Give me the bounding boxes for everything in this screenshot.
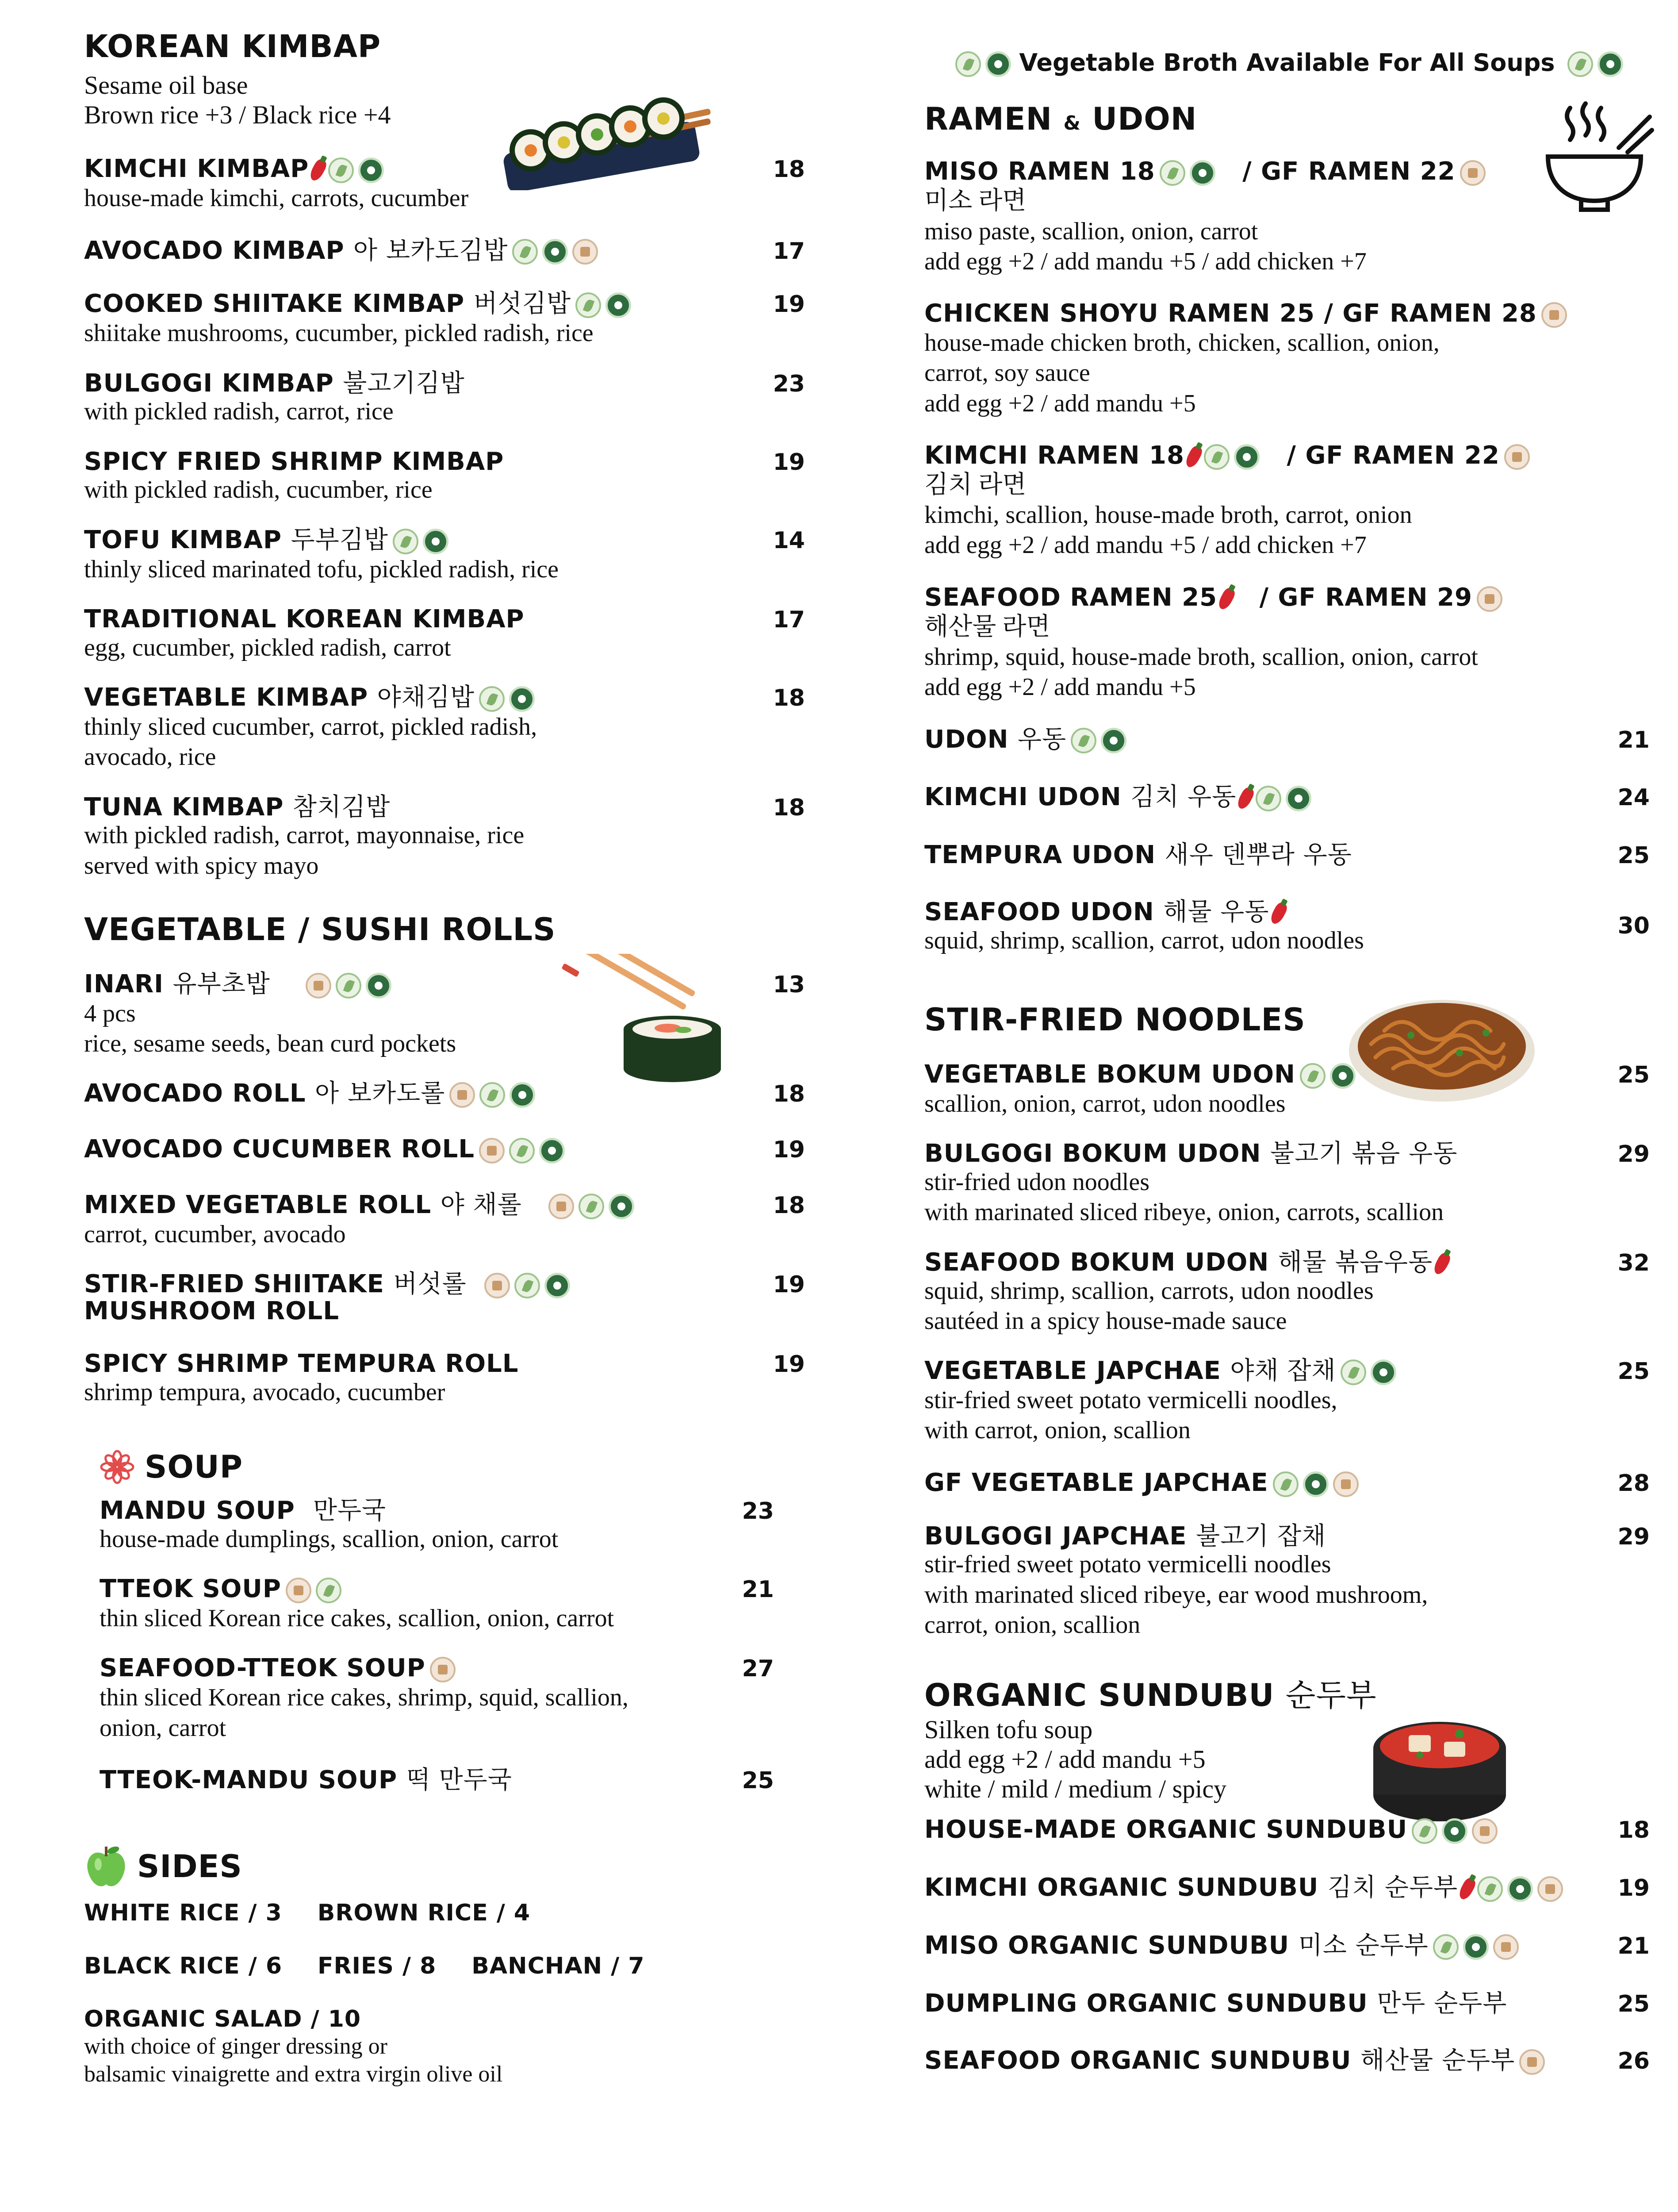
item-description: stir-fried sweet potato vermicelli noodles, <box>924 1386 1337 1414</box>
item-price: 19 <box>773 1137 805 1164</box>
gf-icon <box>1541 302 1567 328</box>
item-price: 21 <box>742 1576 774 1603</box>
salad-description-2: balsamic vinaigrette and extra virgin olive oil <box>84 2062 503 2087</box>
item-description: carrot, cucumber, avocado <box>84 1221 346 1248</box>
item-description: stir-fried udon noodles <box>924 1168 1150 1196</box>
item-korean-name: 김치 순두부 <box>1327 1873 1458 1902</box>
section-title-noodles: STIR-FRIED NOODLES <box>924 1002 1306 1038</box>
leaf-icon <box>1300 1063 1326 1089</box>
side-black-rice: BLACK RICE / 6 <box>84 1952 283 1979</box>
chili-icon <box>1457 1877 1477 1901</box>
item-description-2: add egg +2 / add mandu +5 <box>924 673 1196 701</box>
section-title-kimbap: KOREAN KIMBAP <box>84 28 381 65</box>
item-description-3: carrot, onion, scallion <box>924 1611 1141 1639</box>
sundubu-section <box>924 1677 1650 2075</box>
section-title-rolls: VEGETABLE / SUSHI ROLLS <box>84 911 556 948</box>
item-korean-name: 아 보카도롤 <box>315 1079 445 1108</box>
item-korean-name: 우동 <box>1017 725 1067 754</box>
title-ramen: RAMEN <box>924 101 1053 138</box>
menu-item-miso-sundubu <box>924 1933 1650 1960</box>
item-price: 26 <box>1617 2047 1650 2074</box>
leaf-icon <box>955 51 981 77</box>
gf-option: / GF RAMEN 22 <box>1242 157 1456 186</box>
item-name: STIR-FRIED SHIITAKE <box>84 1270 384 1299</box>
item-name: SPICY SHRIMP TEMPURA ROLL <box>84 1349 519 1379</box>
rolls-section <box>84 911 805 1407</box>
item-price: 17 <box>773 238 805 265</box>
gf-option: GF RAMEN 28 <box>1342 299 1537 328</box>
item-price: 19 <box>773 449 805 476</box>
veg-icon <box>1442 1818 1467 1844</box>
item-name: VEGETABLE JAPCHAE <box>924 1356 1221 1386</box>
item-description: house-made dumplings, scallion, onion, carrot <box>100 1525 559 1553</box>
leaf-icon <box>1433 1934 1459 1960</box>
chili-icon <box>1268 901 1288 926</box>
item-description: house-made chicken broth, chicken, scallion, onion, <box>924 329 1440 357</box>
veg-icon <box>366 973 391 998</box>
sundubu-bowl-illustration <box>1367 1706 1513 1826</box>
item-name: UDON <box>924 725 1009 754</box>
item-korean-name: 미소 라면 <box>924 187 1027 215</box>
gf-icon <box>1472 1818 1498 1844</box>
item-korean-name: 아 보카도김밥 <box>353 236 508 265</box>
item-korean-name: 버섯김밥 <box>473 289 571 319</box>
leaf-icon <box>1160 160 1185 186</box>
gf-icon <box>1537 1876 1563 1902</box>
item-price: 28 <box>1617 1470 1650 1497</box>
menu-item-gf-vegetable-japchae <box>924 1470 1650 1497</box>
item-description: 4 pcs <box>84 999 136 1027</box>
menu-item-bulgogi-japchae <box>924 1521 1650 1640</box>
veg-icon <box>509 686 535 712</box>
menu-item-tempura-udon <box>924 842 1650 868</box>
leaf-icon <box>1341 1359 1366 1385</box>
gf-icon <box>548 1194 574 1219</box>
veg-icon <box>1286 786 1311 811</box>
stir-fried-noodles-section <box>924 1004 1650 1640</box>
item-description-2: add egg +2 / add mandu +5 / add chicken +7 <box>924 247 1367 275</box>
item-name: CHICKEN SHOYU RAMEN 25 / <box>924 299 1333 328</box>
leaf-icon <box>1204 444 1230 470</box>
leaf-icon <box>1567 51 1593 77</box>
menu-item-seafood-udon <box>924 899 1650 956</box>
item-name: GF VEGETABLE JAPCHAE <box>924 1468 1268 1497</box>
item-korean-name: 두부김밥 <box>291 525 388 554</box>
item-name: MISO ORGANIC SUNDUBU <box>924 1931 1290 1960</box>
item-name: KIMCHI RAMEN 18 <box>924 441 1184 470</box>
item-korean-name: 해물 우동 <box>1163 898 1269 927</box>
item-description: thin sliced Korean rice cakes, shrimp, squid, scallion, <box>100 1684 628 1712</box>
item-korean-name: 불고기 잡채 <box>1195 1521 1326 1551</box>
item-korean-name: 김치 라면 <box>924 471 1027 499</box>
leaf-icon <box>1071 728 1096 753</box>
item-description: house-made kimchi, carrots, cucumber <box>84 184 469 212</box>
item-description: thin sliced Korean rice cakes, scallion, onion, carrot <box>100 1605 614 1632</box>
item-name: MIXED VEGETABLE ROLL <box>84 1190 432 1220</box>
item-description-3: add egg +2 / add mandu +5 <box>924 389 1196 417</box>
kimbap-rice-options: Brown rice +3 / Black rice +4 <box>84 100 391 129</box>
veg-icon <box>423 529 448 554</box>
leaf-icon <box>512 239 538 265</box>
item-description: shiitake mushrooms, cucumber, pickled radish, rice <box>84 319 594 347</box>
item-price: 18 <box>773 156 805 183</box>
veg-icon <box>544 1273 570 1298</box>
item-price: 29 <box>1617 1141 1650 1168</box>
gf-option: / GF RAMEN 22 <box>1287 441 1500 470</box>
gf-icon <box>1493 1934 1519 1960</box>
item-description-2: with marinated sliced ribeye, ear wood mushroom, <box>924 1581 1428 1609</box>
item-name: COOKED SHIITAKE KIMBAP <box>84 289 465 319</box>
side-white-rice: WHITE RICE / 3 <box>84 1899 282 1926</box>
leaf-icon <box>509 1138 535 1164</box>
item-name: VEGETABLE KIMBAP <box>84 683 368 712</box>
title-sundubu: ORGANIC SUNDUBU <box>924 1677 1275 1714</box>
chili-icon <box>1235 786 1256 811</box>
item-price: 25 <box>742 1767 774 1794</box>
item-korean-name: 불고기김밥 <box>343 369 465 398</box>
menu-item-avocado-cucumber-roll <box>84 1137 805 1164</box>
item-price: 19 <box>773 291 805 318</box>
item-description: stir-fried sweet potato vermicelli noodles <box>924 1551 1331 1578</box>
section-title-sundubu <box>924 1677 1650 1714</box>
item-name: BULGOGI JAPCHAE <box>924 1521 1187 1551</box>
item-price: 21 <box>1617 726 1650 753</box>
item-price: 25 <box>1617 1990 1650 2017</box>
menu-item-tteok-mandu-soup <box>100 1767 774 1793</box>
veg-icon <box>985 51 1011 77</box>
item-price: 18 <box>773 685 805 712</box>
title-ampersand: & <box>1063 112 1081 135</box>
item-korean-name: 김치 우동 <box>1130 783 1237 812</box>
left-column <box>84 28 805 2089</box>
item-name: SEAFOOD UDON <box>924 898 1154 927</box>
sides-row-2 <box>84 1953 805 1979</box>
item-description-2: avocado, rice <box>84 743 216 771</box>
item-name: TOFU KIMBAP <box>84 525 282 554</box>
item-name: BULGOGI BOKUM UDON <box>924 1139 1261 1168</box>
item-description: with pickled radish, carrot, rice <box>84 398 394 426</box>
item-price: 23 <box>773 370 805 397</box>
item-description: with pickled radish, carrot, mayonnaise, rice <box>84 822 525 849</box>
item-price: 27 <box>742 1655 774 1682</box>
chili-icon <box>1184 445 1204 469</box>
chili-icon <box>1432 1251 1452 1276</box>
item-korean-name: 새우 덴뿌라 우동 <box>1165 841 1352 870</box>
menu-item-kimchi-ramen <box>924 443 1650 561</box>
item-price: 30 <box>1617 913 1650 940</box>
leaf-icon <box>1412 1818 1437 1844</box>
menu-item-avocado-kimbap <box>84 238 805 265</box>
item-name: TEMPURA UDON <box>924 841 1156 870</box>
gf-icon <box>306 973 331 998</box>
side-fries: FRIES / 8 <box>318 1952 437 1979</box>
menu-item-house-sundubu <box>924 1817 1650 1844</box>
gf-icon <box>572 239 598 265</box>
gf-icon <box>479 1138 505 1164</box>
item-price: 13 <box>773 971 805 998</box>
item-price: 32 <box>1617 1249 1650 1276</box>
section-title-sides: SIDES <box>137 1848 242 1885</box>
item-korean-name: 해산물 순두부 <box>1360 2046 1515 2075</box>
item-name: VEGETABLE BOKUM UDON <box>924 1060 1295 1089</box>
item-korean-name: 야 채롤 <box>440 1190 522 1220</box>
section-title-soup: SOUP <box>145 1449 243 1486</box>
menu-item-seafood-bokum-udon <box>924 1250 1650 1336</box>
title-sundubu-korean: 순두부 <box>1285 1677 1377 1714</box>
gf-icon <box>1333 1471 1359 1497</box>
menu-item-kimchi-sundubu <box>924 1875 1650 1902</box>
gf-icon <box>484 1273 510 1298</box>
item-price: 17 <box>773 606 805 633</box>
menu-item-vegetable-kimbap <box>84 685 805 772</box>
menu-item-avocado-roll <box>84 1081 805 1108</box>
item-price: 18 <box>1617 1817 1650 1844</box>
menu-item-seafood-sundubu <box>924 2048 1650 2075</box>
item-name-line2: MUSHROOM ROLL <box>84 1297 340 1326</box>
item-name: AVOCADO CUCUMBER ROLL <box>84 1135 475 1164</box>
gf-option: / GF RAMEN 29 <box>1259 583 1473 612</box>
menu-item-shiitake-roll <box>84 1271 805 1325</box>
item-price: 24 <box>1617 784 1650 811</box>
leaf-icon <box>1477 1876 1503 1902</box>
item-price: 18 <box>773 794 805 821</box>
gf-icon <box>1519 2049 1545 2075</box>
gf-icon <box>430 1657 456 1682</box>
broth-banner-text: Vegetable Broth Available For All Soups <box>1019 49 1555 77</box>
sundubu-add-ons: add egg +2 / add mandu +5 <box>924 1744 1206 1774</box>
leaf-icon <box>1256 786 1281 811</box>
item-name: SEAFOOD-TTEOK SOUP <box>100 1654 425 1683</box>
veg-icon <box>1463 1934 1489 1960</box>
item-price: 25 <box>1617 842 1650 869</box>
item-name: BULGOGI KIMBAP <box>84 369 334 398</box>
veg-icon <box>539 1138 565 1164</box>
item-description-2: carrot, soy sauce <box>924 359 1090 387</box>
item-korean-name: 불고기 볶음 우동 <box>1270 1139 1458 1168</box>
menu-item-kimchi-udon <box>924 784 1650 811</box>
item-korean-name: 참치김밥 <box>292 792 391 822</box>
menu-item-chicken-shoyu-ramen <box>924 301 1650 419</box>
item-price: 23 <box>742 1498 774 1525</box>
veg-icon <box>1507 1876 1533 1902</box>
apple-icon <box>84 1842 128 1891</box>
item-description-2: sautéed in a spicy house-made sauce <box>924 1307 1287 1335</box>
veg-icon <box>1234 444 1260 470</box>
item-price: 14 <box>773 527 805 554</box>
menu-item-tteok-soup <box>100 1576 774 1633</box>
menu-item-vegetable-bokum-udon <box>924 1062 1650 1119</box>
chili-icon <box>1216 586 1237 611</box>
menu-item-kimchi-kimbap <box>84 156 805 213</box>
veg-icon <box>510 1082 535 1108</box>
right-column <box>924 49 1650 2075</box>
item-description: shrimp tempura, avocado, cucumber <box>84 1378 445 1406</box>
gf-icon <box>1477 586 1502 612</box>
side-banchan: BANCHAN / 7 <box>471 1952 645 1979</box>
menu-item-udon <box>924 727 1650 754</box>
kimbap-subtitle: Sesame oil base <box>84 71 248 100</box>
veg-icon <box>1190 160 1215 186</box>
item-name: AVOCADO ROLL <box>84 1079 306 1108</box>
item-name: KIMCHI ORGANIC SUNDUBU <box>924 1873 1319 1902</box>
veg-icon <box>605 292 631 318</box>
item-name: MISO RAMEN 18 <box>924 157 1155 186</box>
item-description-2: served with spicy mayo <box>84 852 319 879</box>
veg-icon <box>1371 1359 1396 1385</box>
item-description: squid, shrimp, scallion, carrot, udon noodles <box>924 926 1364 954</box>
title-udon: UDON <box>1092 101 1197 138</box>
gf-icon <box>286 1578 311 1603</box>
item-name: AVOCADO KIMBAP <box>84 236 345 265</box>
menu-item-bulgogi-kimbap <box>84 371 805 427</box>
veg-icon <box>542 239 568 265</box>
item-korean-name: 해물 볶음우동 <box>1278 1248 1433 1277</box>
item-name: TTEOK SOUP <box>100 1575 281 1604</box>
item-price: 25 <box>1617 1358 1650 1385</box>
item-korean-name: 미소 순두부 <box>1298 1931 1429 1960</box>
menu-item-tofu-kimbap <box>84 527 805 584</box>
item-price: 19 <box>773 1351 805 1378</box>
leaf-icon <box>316 1578 341 1603</box>
menu-item-spicy-shrimp-kimbap <box>84 449 805 505</box>
menu-item-spicy-shrimp-tempura-roll <box>84 1351 805 1407</box>
item-description: with pickled radish, cucumber, rice <box>84 476 433 504</box>
veg-icon <box>609 1194 634 1219</box>
item-name: TRADITIONAL KOREAN KIMBAP <box>84 604 525 634</box>
broth-banner <box>924 49 1650 77</box>
item-name: INARI <box>84 969 164 998</box>
chili-icon <box>308 158 328 183</box>
item-price: 29 <box>1617 1523 1650 1550</box>
sides-section <box>84 1842 805 2089</box>
menu-item-mandu-soup <box>100 1498 774 1554</box>
leaf-icon <box>514 1273 540 1298</box>
item-name: TUNA KIMBAP <box>84 792 284 822</box>
item-name: SPICY FRIED SHRIMP KIMBAP <box>84 447 504 476</box>
item-description: miso paste, scallion, onion, carrot <box>924 217 1258 245</box>
item-description-2: with carrot, onion, scallion <box>924 1417 1191 1444</box>
leaf-icon <box>479 1082 505 1108</box>
item-description: shrimp, squid, house-made broth, scallion, onion, carrot <box>924 643 1478 671</box>
item-name: SEAFOOD RAMEN 25 <box>924 583 1218 612</box>
side-organic-salad: ORGANIC SALAD / 10 <box>84 2005 361 2032</box>
item-name: KIMCHI KIMBAP <box>84 154 309 184</box>
menu-item-miso-ramen <box>924 159 1650 276</box>
menu-item-seafood-tteok-soup <box>100 1655 774 1743</box>
menu-item-mixed-vegetable-roll <box>84 1192 805 1249</box>
side-brown-rice: BROWN RICE / 4 <box>317 1899 531 1926</box>
item-description-2: with marinated sliced ribeye, onion, carrots, scallion <box>924 1198 1444 1226</box>
item-korean-name: 해산물 라면 <box>924 613 1050 641</box>
salad-description: with choice of ginger dressing or <box>84 2033 387 2059</box>
leaf-icon <box>328 157 354 183</box>
leaf-icon <box>479 686 505 712</box>
menu-item-vegetable-japchae <box>924 1358 1650 1445</box>
menu-item-inari <box>84 969 805 1059</box>
item-korean-name: 버섯롤 <box>393 1270 467 1299</box>
kimbap-section <box>84 28 805 881</box>
leaf-icon <box>575 292 601 318</box>
soup-section <box>84 1449 805 1793</box>
item-korean-name: 만두 순두부 <box>1377 1989 1507 2018</box>
item-korean-name: 유부초밥 <box>172 969 270 998</box>
soup-title-row <box>100 1449 774 1485</box>
item-description: egg, cucumber, pickled radish, carrot <box>84 634 451 661</box>
item-price: 25 <box>1617 1062 1650 1089</box>
item-description: thinly sliced marinated tofu, pickled radish, rice <box>84 555 559 583</box>
item-price: 19 <box>1617 1875 1650 1902</box>
item-name: MANDU SOUP <box>100 1496 295 1525</box>
item-name: DUMPLING ORGANIC SUNDUBU <box>924 1989 1368 2018</box>
item-name: HOUSE-MADE ORGANIC SUNDUBU <box>924 1815 1408 1844</box>
gf-icon <box>449 1082 475 1108</box>
item-price: 18 <box>773 1081 805 1108</box>
item-price: 21 <box>1617 1933 1650 1960</box>
item-korean-name: 야채김밥 <box>377 683 475 712</box>
menu-item-shiitake-kimbap <box>84 291 805 348</box>
leaf-icon <box>578 1194 604 1219</box>
leaf-icon <box>1273 1471 1299 1497</box>
gf-icon <box>1504 444 1530 470</box>
menu-item-tuna-kimbap <box>84 792 805 881</box>
veg-icon <box>1303 1471 1329 1497</box>
item-description: squid, shrimp, scallion, carrots, udon noodles <box>924 1277 1374 1305</box>
item-name: TTEOK-MANDU SOUP <box>100 1765 398 1794</box>
item-name: SEAFOOD BOKUM UDON <box>924 1248 1269 1277</box>
menu-item-seafood-ramen <box>924 585 1650 703</box>
item-name: KIMCHI UDON <box>924 783 1122 812</box>
item-korean-name: 야채 잡채 <box>1230 1356 1336 1386</box>
item-description: kimchi, scallion, house-made broth, carrot, onion <box>924 501 1412 529</box>
item-name: SEAFOOD ORGANIC SUNDUBU <box>924 2046 1352 2075</box>
menu-item-traditional-kimbap <box>84 604 805 663</box>
item-price: 18 <box>773 1192 805 1219</box>
gf-icon <box>1460 160 1486 186</box>
veg-icon <box>1101 728 1126 753</box>
item-price: 19 <box>773 1271 805 1298</box>
ramen-udon-section <box>924 101 1650 956</box>
flower-icon <box>100 1449 135 1485</box>
leaf-icon <box>336 973 361 998</box>
sundubu-subtitle: Silken tofu soup <box>924 1715 1093 1744</box>
leaf-icon <box>393 529 418 554</box>
sides-row-1 <box>84 1900 805 1926</box>
item-korean-name: 만두국 <box>313 1496 387 1525</box>
item-korean-name: 떡 만두국 <box>406 1765 512 1794</box>
item-description: thinly sliced cucumber, carrot, pickled radish, <box>84 713 537 741</box>
item-description-2: add egg +2 / add mandu +5 / add chicken +7 <box>924 531 1367 559</box>
sides-title-row <box>84 1842 805 1891</box>
menu-item-bulgogi-bokum-udon <box>924 1141 1650 1227</box>
veg-icon <box>358 157 384 183</box>
item-description-2: rice, sesame seeds, bean curd pockets <box>84 1030 456 1058</box>
item-description: scallion, onion, carrot, udon noodles <box>924 1090 1286 1118</box>
veg-icon <box>1330 1063 1356 1089</box>
menu-item-dumpling-sundubu <box>924 1991 1650 2017</box>
item-description-2: onion, carrot <box>100 1714 226 1742</box>
veg-icon <box>1598 51 1623 77</box>
sundubu-spice-levels: white / mild / medium / spicy <box>924 1774 1227 1803</box>
